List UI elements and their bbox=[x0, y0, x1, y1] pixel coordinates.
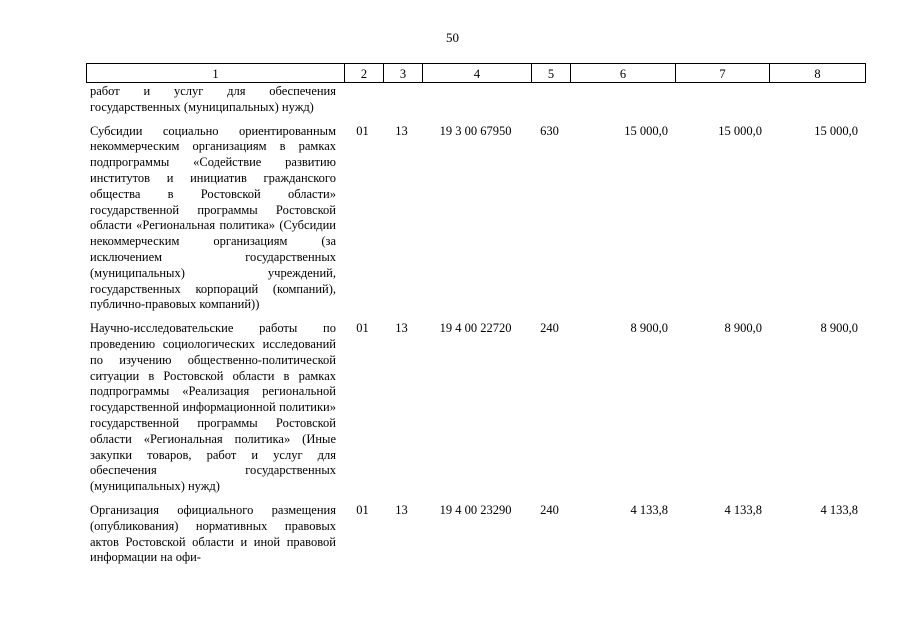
row-subsection: 13 bbox=[395, 502, 408, 517]
table-row bbox=[86, 503, 864, 566]
header-col-4: 4 bbox=[422, 64, 531, 83]
header-col-8: 8 bbox=[769, 64, 865, 83]
row-section: 01 bbox=[356, 502, 369, 517]
header-col-5: 5 bbox=[531, 64, 570, 83]
row-subsection: 13 bbox=[395, 321, 408, 336]
row-amount-3: 4 133,8 bbox=[820, 502, 858, 517]
row-section: 01 bbox=[356, 123, 369, 138]
row-expense-type: 240 bbox=[540, 502, 559, 517]
header-col-3: 3 bbox=[383, 64, 422, 83]
row-amount-1: 15 000,0 bbox=[624, 123, 668, 138]
row-amount-1: 4 133,8 bbox=[630, 502, 668, 517]
table-body bbox=[86, 84, 864, 574]
header-col-7: 7 bbox=[675, 64, 769, 83]
row-subsection: 13 bbox=[395, 123, 408, 138]
table-header bbox=[86, 63, 866, 83]
row-amount-1 bbox=[569, 84, 674, 116]
row-description: работ и услуг для обеспечения государственных (муниципальных) нужд) bbox=[90, 84, 336, 114]
row-amount-2 bbox=[674, 84, 768, 116]
row-amount-2: 15 000,0 bbox=[718, 123, 762, 138]
table-row bbox=[86, 84, 864, 116]
row-target-item bbox=[421, 84, 530, 116]
row-expense-type: 240 bbox=[540, 321, 559, 336]
row-description: Организация официального размещения (опубликования) нормативных правовых актов Ростовской области и иной правовой информации на офи- bbox=[90, 502, 336, 565]
table-row bbox=[86, 124, 864, 314]
row-target-item: 19 4 00 23290 bbox=[439, 502, 512, 517]
header-col-1: 1 bbox=[212, 67, 219, 81]
row-target-item: 19 4 00 22720 bbox=[439, 321, 512, 336]
header-col-6: 6 bbox=[570, 64, 675, 83]
row-amount-3: 15 000,0 bbox=[814, 123, 858, 138]
table-row bbox=[86, 321, 864, 495]
row-description: Субсидии социально ориентированным некоммерческим организациям в рамках подпрограммы «Содействие развитию институтов и инициатив гражданского общества в Ростовской области» государственной программы Ростовской области «Региональная политика» (Субсидии некоммерческим организациям (за исключением государственных (муниципальных) учреждений, государственных корпораций (компаний), публично-правовых компаний)) bbox=[90, 123, 336, 312]
page-number: 50 bbox=[446, 30, 459, 45]
row-description: Научно-исследовательские работы по проведению социологических исследований по изучению общественно-политической ситуации в Ростовской области в рамках подпрограммы «Реализация региональной государственной информационной политики» государственной программы Ростовской области «Региональная политика» (Иные закупки товаров, работ и услуг для обеспечения государственных (муниципальных) нужд) bbox=[90, 321, 336, 494]
row-expense-type: 630 bbox=[540, 123, 559, 138]
row-expense-type bbox=[530, 84, 569, 116]
row-subsection bbox=[382, 84, 421, 116]
header-col-2: 2 bbox=[344, 64, 383, 83]
row-amount-2: 8 900,0 bbox=[724, 321, 762, 336]
row-amount-3 bbox=[768, 84, 864, 116]
row-amount-3: 8 900,0 bbox=[820, 321, 858, 336]
row-amount-2: 4 133,8 bbox=[724, 502, 762, 517]
row-section bbox=[343, 84, 382, 116]
row-amount-1: 8 900,0 bbox=[630, 321, 668, 336]
row-section: 01 bbox=[356, 321, 369, 336]
row-target-item: 19 3 00 67950 bbox=[439, 123, 512, 138]
